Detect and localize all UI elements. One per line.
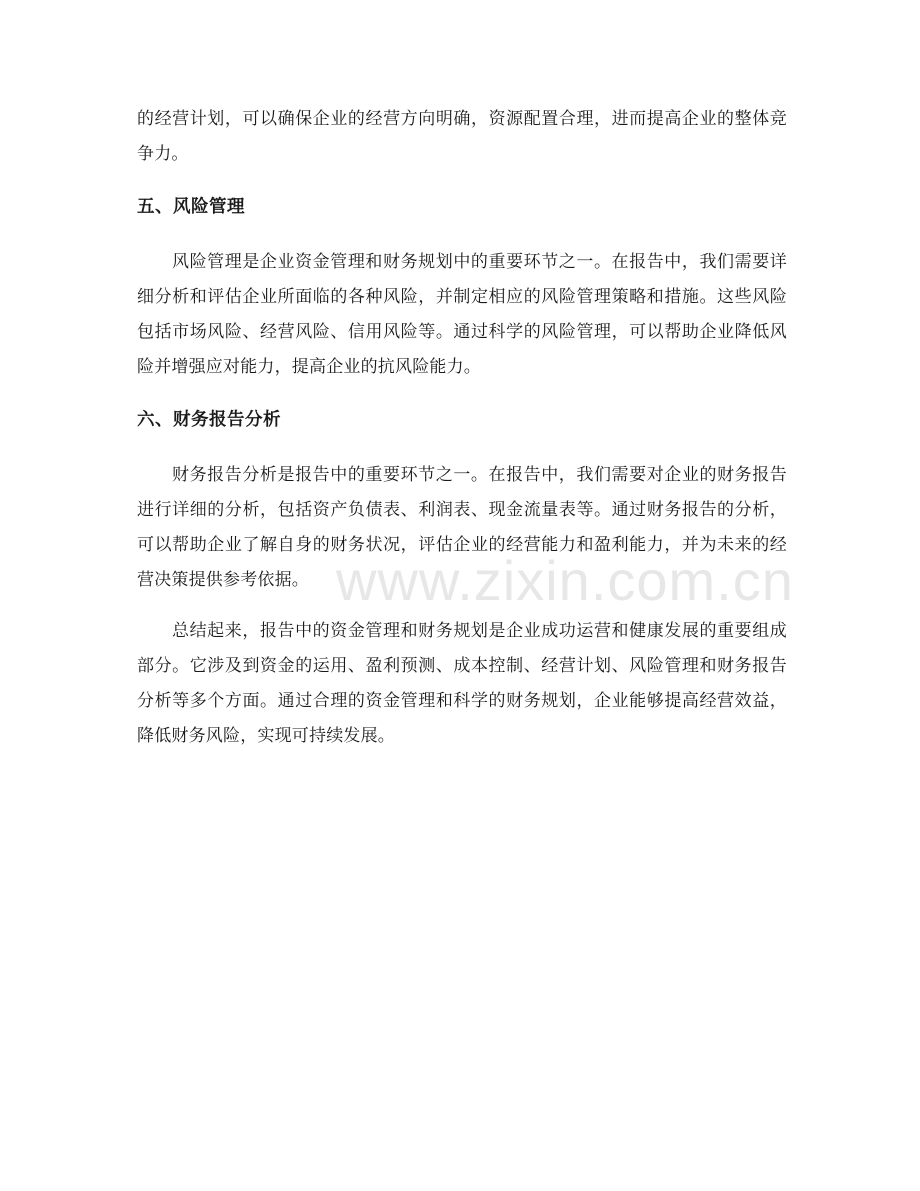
watermark-text: www.zixin.com.cn: [336, 549, 794, 612]
section-heading-risk-management: 五、风险管理: [137, 197, 245, 217]
financial-report-analysis-paragraph: 财务报告分析是报告中的重要环节之一。在报告中，我们需要对企业的财务报告进行详细的分析，包括资产负债表、利润表、现金流量表等。通过财务报告的分析，可以帮助企业了解自身的财务状况，评估企业的经营能力和盈利能力，并为未来的经营决策提供参考依据。: [137, 465, 787, 590]
risk-management-paragraph: 风险管理是企业资金管理和财务规划中的重要环节之一。在报告中，我们需要详细分析和评估企业所面临的各种风险，并制定相应的风险管理策略和措施。这些风险包括市场风险、经营风险、信用风险等。通过科学的风险管理，可以帮助企业降低风险并增强应对能力，提高企业的抗风险能力。: [137, 252, 787, 377]
document-body: [137, 102, 787, 754]
section-heading-financial-report-analysis: 六、财务报告分析: [137, 410, 281, 430]
intro-continuation-paragraph: 的经营计划，可以确保企业的经营方向明确，资源配置合理，进而提高企业的整体竞争力。: [137, 109, 787, 164]
conclusion-paragraph: 总结起来，报告中的资金管理和财务规划是企业成功运营和健康发展的重要组成部分。它涉及到资金的运用、盈利预测、成本控制、经营计划、风险管理和财务报告分析等多个方面。通过合理的资金管理和科学的财务规划，企业能够提高经营效益，降低财务风险，实现可持续发展。: [137, 621, 787, 746]
